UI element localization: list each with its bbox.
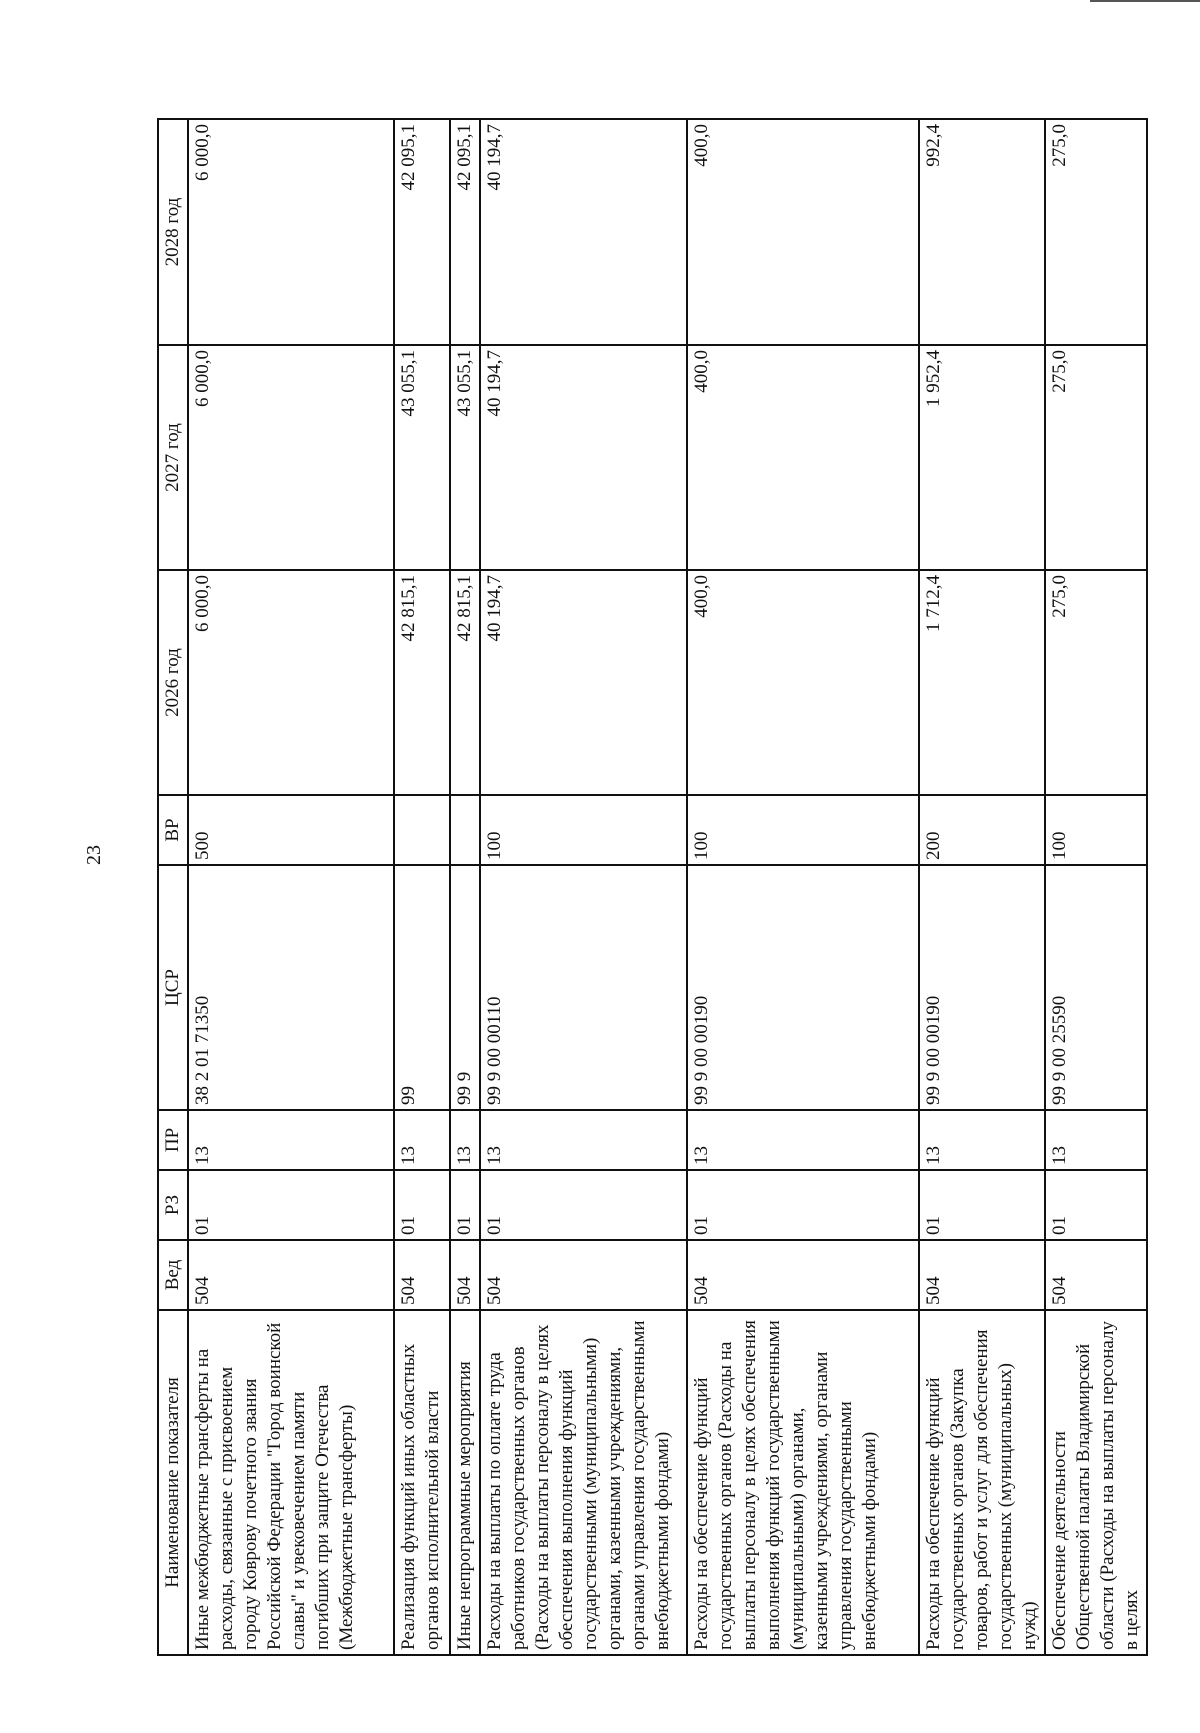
cell-name: Расходы на обеспечение функций государственных органов (Закупка товаров, работ и услуг для обеспечения государственных (муниципальных) нужд) [919, 1310, 1045, 1655]
header-2028: 2028 год [158, 119, 188, 345]
cell-2026: 42 815,1 [394, 570, 450, 795]
cell-csr: 99 9 00 25590 [1045, 865, 1147, 1110]
cell-name: Иные непрограммные мероприятия [450, 1310, 480, 1655]
cell-2027: 40 194,7 [480, 345, 687, 570]
cell-2028: 42 095,1 [450, 119, 480, 345]
header-2026: 2026 год [158, 570, 188, 795]
cell-pr: 13 [480, 1110, 687, 1170]
header-2027: 2027 год [158, 345, 188, 570]
table-row [687, 119, 919, 1655]
table-header-row [158, 119, 188, 1655]
cell-2027: 400,0 [687, 345, 919, 570]
cell-2027: 1 952,4 [919, 345, 1045, 570]
cell-pr: 13 [919, 1110, 1045, 1170]
table-row [480, 119, 687, 1655]
cell-pr: 13 [450, 1110, 480, 1170]
cell-2026: 42 815,1 [450, 570, 480, 795]
cell-ved: 504 [687, 1240, 919, 1310]
header-vr: ВР [158, 795, 188, 865]
cell-rz: 01 [394, 1170, 450, 1240]
cell-pr: 13 [394, 1110, 450, 1170]
table-row [1045, 119, 1147, 1655]
cell-rz: 01 [919, 1170, 1045, 1240]
cell-2028: 400,0 [687, 119, 919, 345]
cell-name: Расходы на выплаты по оплате труда работников государственных органов (Расходы на выплаты персоналу в целях обеспечения выполнения функций государственными (муниципальными) органами, казенными учреждениями, органами управления государственными внебюджетными фондами) [480, 1310, 687, 1655]
cell-ved: 504 [394, 1240, 450, 1310]
header-rz: РЗ [158, 1170, 188, 1240]
cell-rz: 01 [480, 1170, 687, 1240]
table-row [450, 119, 480, 1655]
cell-csr: 99 [394, 865, 450, 1110]
cell-2028: 992,4 [919, 119, 1045, 345]
cell-2028: 6 000,0 [188, 119, 394, 345]
cell-vr: 100 [687, 795, 919, 865]
cell-rz: 01 [687, 1170, 919, 1240]
cell-vr [450, 795, 480, 865]
cell-ved: 504 [480, 1240, 687, 1310]
cell-ved: 504 [188, 1240, 394, 1310]
header-csr: ЦСР [158, 865, 188, 1110]
cell-2026: 40 194,7 [480, 570, 687, 795]
cell-name: Расходы на обеспечение функций государственных органов (Расходы на выплаты персоналу в целях обеспечения выполнения функций государственными (муниципальными) органами, казенными учреждениями, органами управления государственными внебюджетными фондами) [687, 1310, 919, 1655]
cell-vr: 100 [480, 795, 687, 865]
cell-rz: 01 [1045, 1170, 1147, 1240]
cell-pr: 13 [188, 1110, 394, 1170]
cell-vr: 100 [1045, 795, 1147, 865]
cell-2028: 42 095,1 [394, 119, 450, 345]
corner-rule [1090, 0, 1200, 2]
cell-2027: 275,0 [1045, 345, 1147, 570]
header-ved: Вед [158, 1240, 188, 1310]
cell-name: Иные межбюджетные трансферты на расходы, связанные с присвоением городу Коврову почетного звания Российской Федерации "Город воинской славы" и увековечением памяти погибших при защите Отечества (Межбюджетные трансферты) [188, 1310, 394, 1655]
table-row [919, 119, 1045, 1655]
cell-csr: 38 2 01 71350 [188, 865, 394, 1110]
table-row [188, 119, 394, 1655]
cell-name: Обеспечение деятельности Общественной палаты Владимирской области (Расходы на выплаты персоналу в целях [1045, 1310, 1147, 1655]
budget-table-container [157, 120, 1142, 1656]
cell-2026: 1 712,4 [919, 570, 1045, 795]
cell-rz: 01 [188, 1170, 394, 1240]
cell-2027: 6 000,0 [188, 345, 394, 570]
cell-csr: 99 9 00 00190 [687, 865, 919, 1110]
cell-2028: 40 194,7 [480, 119, 687, 345]
header-pr: ПР [158, 1110, 188, 1170]
cell-vr: 200 [919, 795, 1045, 865]
table-row [394, 119, 450, 1655]
cell-csr: 99 9 [450, 865, 480, 1110]
cell-ved: 504 [450, 1240, 480, 1310]
cell-name: Реализация функций иных областных органов исполнительной власти [394, 1310, 450, 1655]
budget-table [157, 118, 1148, 1656]
header-name: Наименование показателя [158, 1310, 188, 1655]
cell-2026: 275,0 [1045, 570, 1147, 795]
cell-2028: 275,0 [1045, 119, 1147, 345]
cell-csr: 99 9 00 00110 [480, 865, 687, 1110]
page-number: 23 [83, 845, 105, 865]
cell-2027: 43 055,1 [450, 345, 480, 570]
cell-vr: 500 [188, 795, 394, 865]
cell-rz: 01 [450, 1170, 480, 1240]
cell-2027: 43 055,1 [394, 345, 450, 570]
cell-ved: 504 [919, 1240, 1045, 1310]
cell-2026: 6 000,0 [188, 570, 394, 795]
cell-2026: 400,0 [687, 570, 919, 795]
cell-csr: 99 9 00 00190 [919, 865, 1045, 1110]
cell-vr [394, 795, 450, 865]
cell-ved: 504 [1045, 1240, 1147, 1310]
cell-pr: 13 [1045, 1110, 1147, 1170]
cell-pr: 13 [687, 1110, 919, 1170]
